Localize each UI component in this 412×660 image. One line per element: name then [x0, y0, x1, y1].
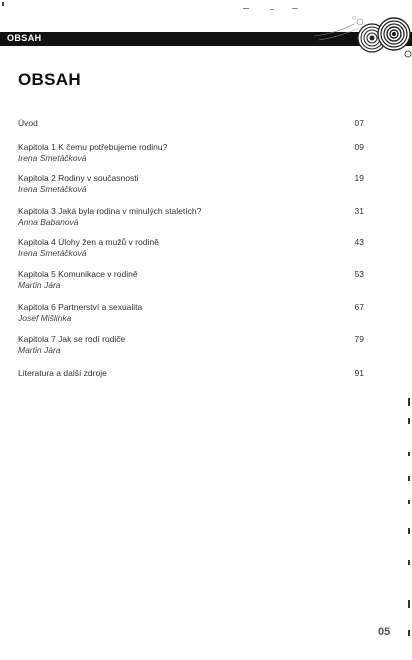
toc-entry [18, 302, 364, 324]
toc-entry-title: Kapitola 6 Partnerství a sexualita [18, 302, 143, 312]
toc-entry-author: Irena Smetáčková [18, 248, 87, 258]
toc-entry [18, 368, 364, 379]
edge-mark [408, 398, 410, 406]
edge-mark [408, 500, 410, 504]
edge-mark [408, 630, 410, 636]
corner-mark [2, 2, 4, 6]
top-dash [292, 8, 298, 9]
toc-entry-title: Kapitola 4 Úlohy žen a mužů v rodině [18, 237, 159, 247]
edge-mark [408, 600, 410, 608]
toc-entry [18, 206, 364, 228]
toc-entry [18, 334, 364, 356]
toc-entry-page: 19 [354, 173, 364, 183]
toc-entry-page: 91 [354, 368, 364, 378]
toc-entry-title: Kapitola 3 Jaká byla rodina v minulých staletích? [18, 206, 202, 216]
toc-entry [18, 142, 364, 164]
page-number: 05 [378, 626, 391, 638]
toc-entry-title: Kapitola 5 Komunikace v rodině [18, 269, 138, 279]
toc-entry-page: 31 [354, 206, 364, 216]
toc-entry-page: 79 [354, 334, 364, 344]
toc-entry-title: Literatura a další zdroje [18, 368, 107, 378]
top-dash [243, 8, 249, 9]
edge-mark [408, 418, 410, 424]
toc-entry [18, 269, 364, 291]
toc-entry-author: Martin Jára [18, 280, 61, 290]
section-header-label: OBSAH [7, 33, 42, 43]
toc-entry-title: Kapitola 1 K čemu potřebujeme rodinu? [18, 142, 168, 152]
toc-entry [18, 118, 364, 129]
edge-mark [408, 528, 410, 534]
toc-entry-author: Josef Mišlinka [18, 313, 72, 323]
toc-entry-author: Irena Smetáčková [18, 153, 87, 163]
edge-mark [408, 452, 410, 456]
toc-entry-page: 09 [354, 142, 364, 152]
toc-entry-page: 07 [354, 118, 364, 128]
edge-mark [408, 560, 410, 565]
page-title: OBSAH [18, 70, 81, 89]
toc-entry-title: Úvod [18, 118, 38, 128]
toc-entry-title: Kapitola 7 Jak se rodí rodiče [18, 334, 126, 344]
toc-entry-author: Anna Babanová [18, 217, 79, 227]
toc-entry-page: 53 [354, 269, 364, 279]
decorative-circles-icon [314, 10, 412, 60]
top-dash [270, 9, 274, 10]
toc-entry-page: 67 [354, 302, 364, 312]
toc-entry-author: Irena Smetáčková [18, 184, 87, 194]
toc-entry-author: Martin Jára [18, 345, 61, 355]
toc-entry-title: Kapitola 2 Rodiny v současnosti [18, 173, 139, 183]
toc-entry [18, 237, 364, 259]
toc-entry [18, 173, 364, 195]
edge-mark [408, 476, 410, 481]
toc-entry-page: 43 [354, 237, 364, 247]
